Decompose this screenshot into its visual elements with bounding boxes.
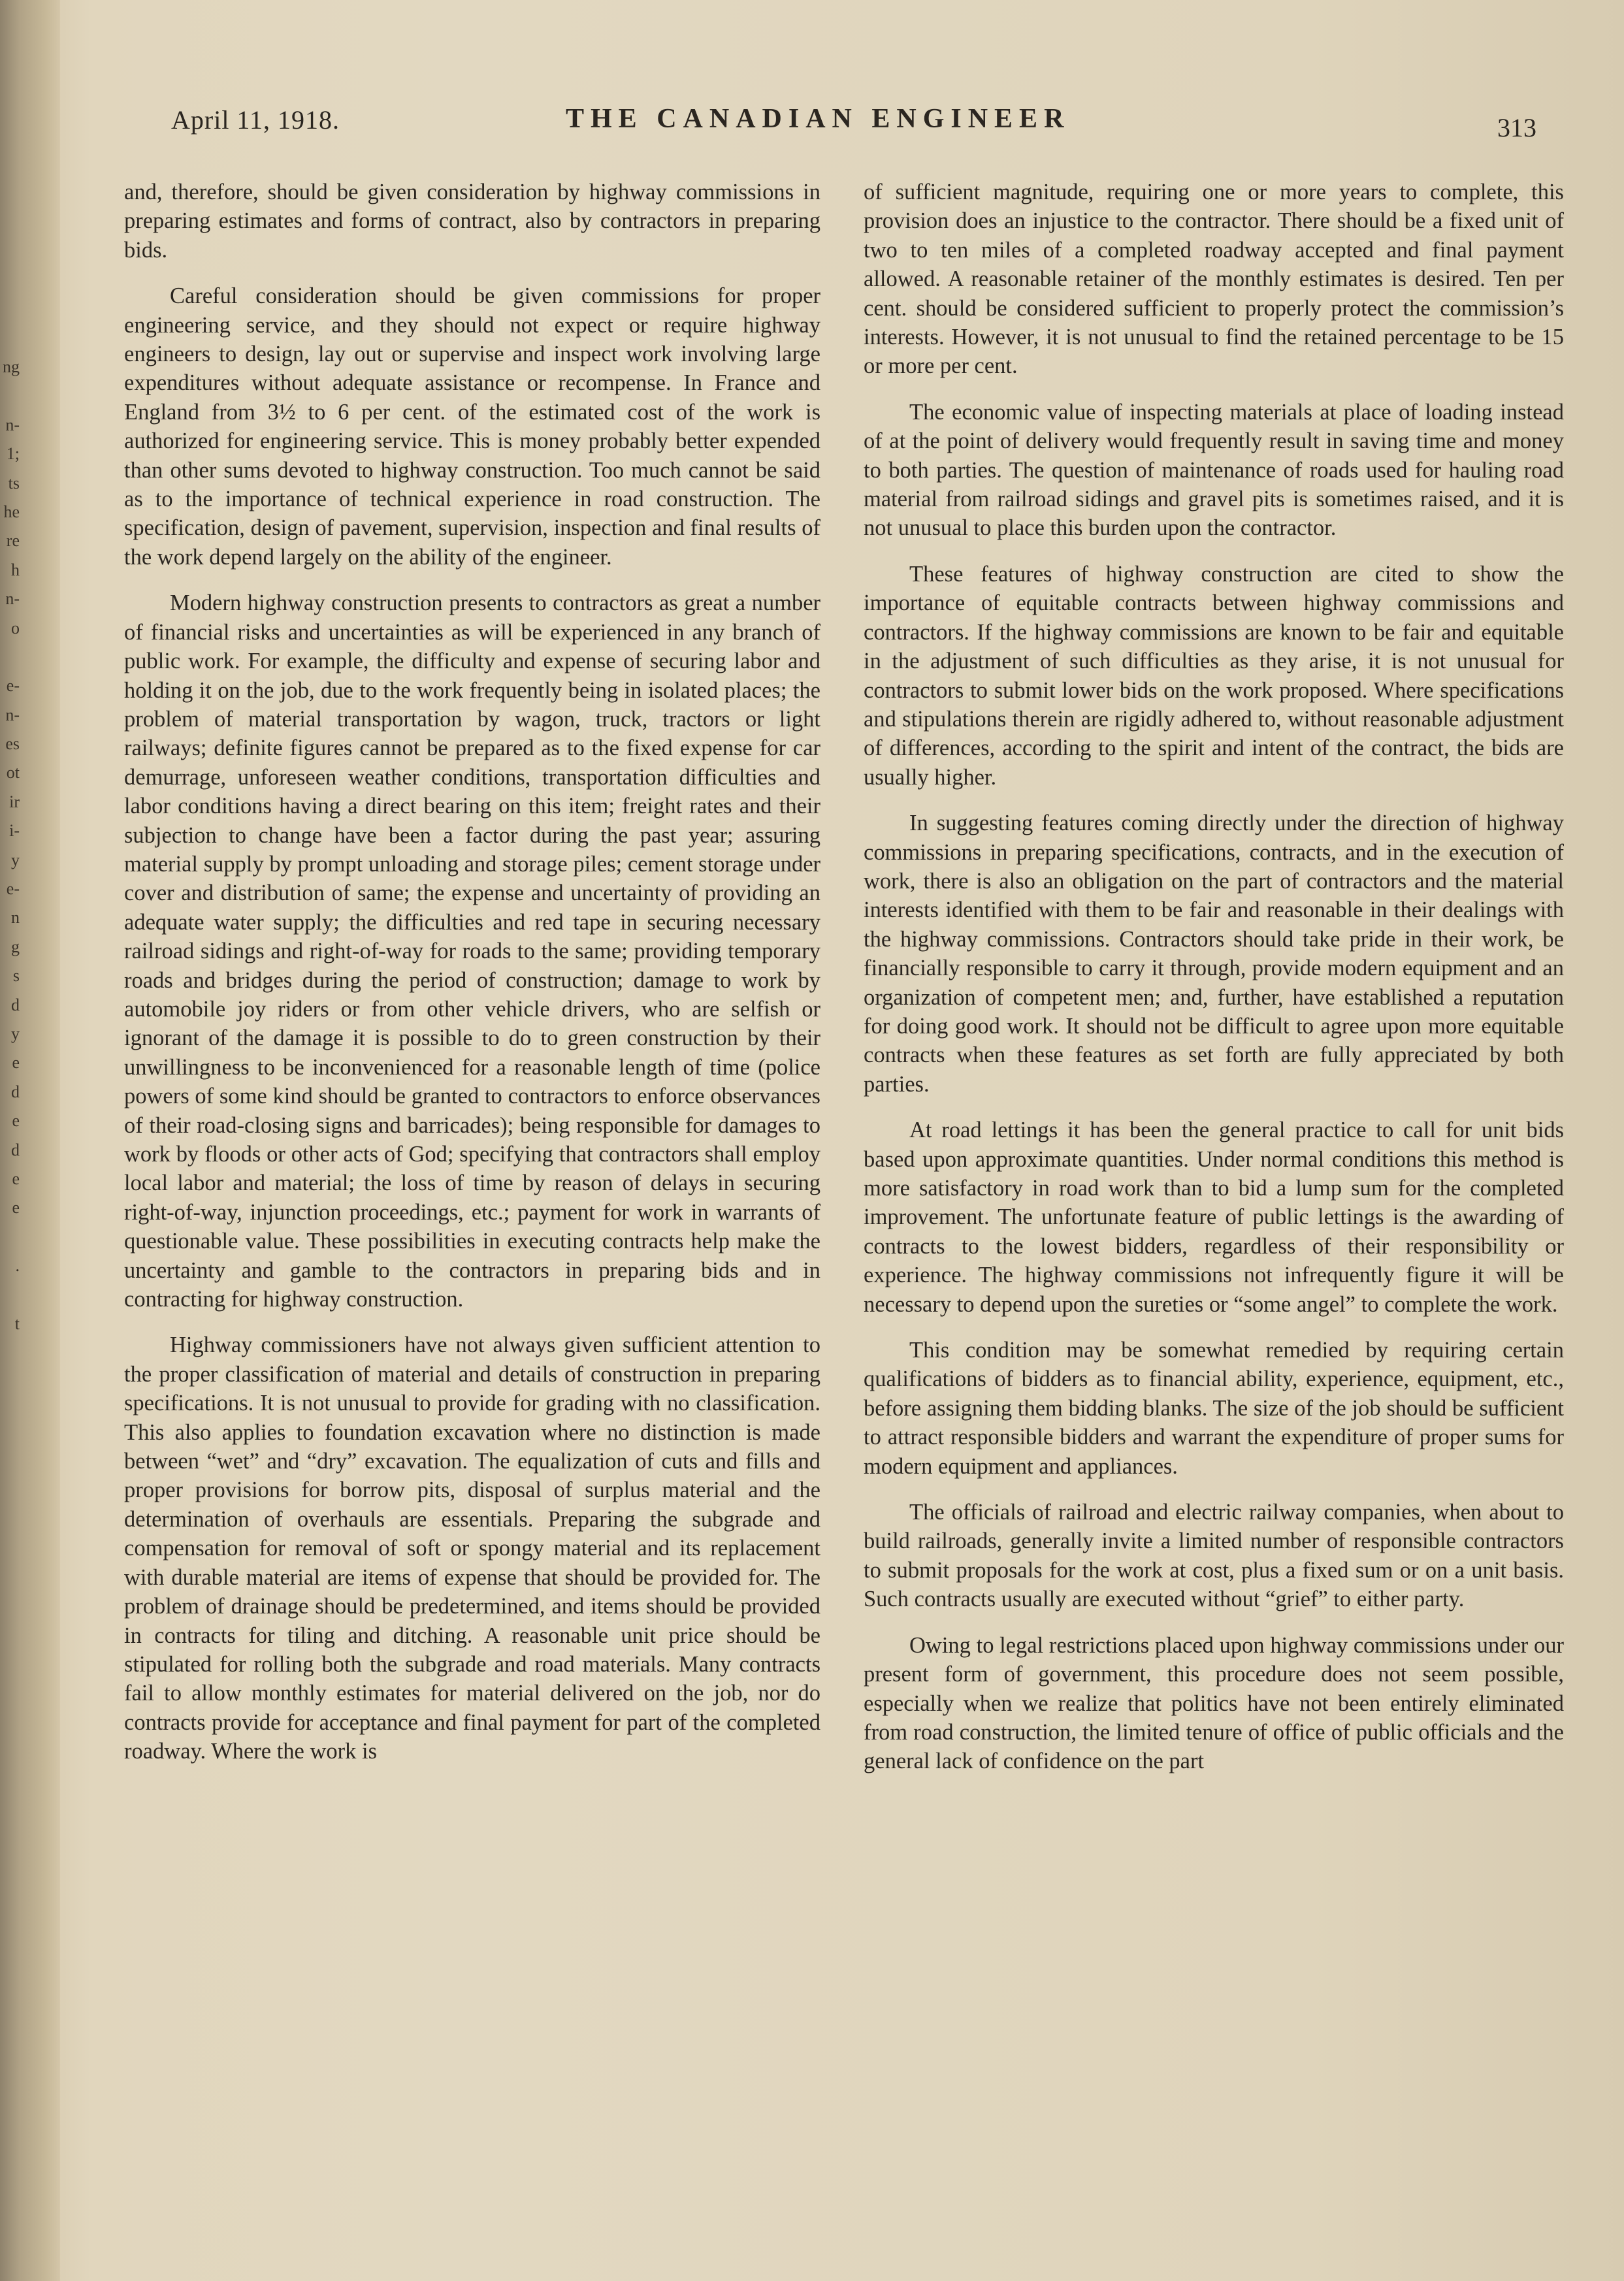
fragment: es (5, 734, 20, 754)
paragraph: Careful consideration should be given commissions for proper engineering service, and they should not expect or require highway engineers to design, lay out or supervise and inspect work involving large expenditures without adequate assistance or recompense. In France and England from 3½ to 6 per cent. of the estimated cost of the work is authorized for engineering service. This is money probably better expended than other sums devoted to highway construction. Too much cannot be said as to the importance of technical experience in road construction. The specification, design of pavement, supervision, inspection and final results of the work depend largely on the ability of the engineer. (124, 283, 820, 570)
fragment: e- (6, 879, 20, 899)
fragment: e (12, 1053, 20, 1073)
fragment: ir (9, 792, 20, 811)
fragment: ot (6, 763, 20, 783)
paragraph: These features of highway construction are cited to show the importance of equitable contracts between highway commissions and contractors. If the highway commissions are known to be fair and equitable in the adjustment of such difficulties as they arise, it is not unusual for contractors to submit lower bids on the work proposed. Where specifications and stipulations therein are rigidly adhered to, without reasonable adjustment of differences, according to the spirit and intent of the contract, the bids are usually higher. (864, 561, 1564, 790)
fragment: e (12, 1111, 20, 1131)
fragment: s (12, 966, 20, 986)
fragment: n- (5, 589, 20, 609)
paragraph: In suggesting features coming directly under the direction of highway commissions in preparing specifications, contracts, and in the execution of work, there is also an obligation on the part of contractors and the material interests identified with them to be fair and reasonable in their dealings with the highway commissions. Contractors should take pride in their work, be financially responsible to carry it through, provide modern equipment and an organization of competent men; and, further, have established a reputation for doing good work. It should not be difficult to agree upon more equitable contracts when these features as set forth are fully appreciated by both parties. (864, 811, 1564, 1097)
fragment (0, 381, 20, 410)
fragment: re (6, 531, 20, 551)
fragment: ts (8, 473, 20, 493)
paragraph: Owing to legal restrictions placed upon highway commissions under our present form of government, this procedure does not seem possible, especially when we realize that politics have not been entirely eliminated from road construction, the limited tenure of office of public officials and the general lack of confidence on the part (864, 1632, 1564, 1774)
journal-title: THE CANADIAN ENGINEER (566, 104, 1071, 134)
fragment: n- (5, 705, 20, 724)
previous-page-fragments (0, 353, 20, 1338)
fragment: y (11, 850, 20, 869)
running-head (0, 97, 1624, 142)
fragment: i- (9, 821, 20, 841)
fragment (0, 1281, 20, 1310)
fragment (0, 1223, 20, 1252)
paragraph: Modern highway construction presents to contractors as great a number of financial risks and uncertainties as will be experienced in any branch of public work. For example, the difficulty and expense of securing labor and holding it on the job, due to the work frequently being in isolated places; the problem of material transportation by wagon, truck, tractors or light railways; definite figures cannot be prepared as to the fixed expense for car demurrage, unforeseen weather conditions, transportation difficulties and labor conditions having a direct bearing on this item; freight rates and their subjection to change have been a factor during the past year; assuring material supply by prompt unloading and storage piles; cement storage under cover and distribution of same; the expense and uncertainty of providing an adequate water supply; the difficulties and red tape in securing necessary railroad sidings and right-of-way for roads to the same; providing temporary roads and bridges during the period of construction; damage to work by automobile joy riders or from other vehicle drivers, who are selfish or ignorant of the damage it is possible to do to green construction by their unwillingness to be inconvenienced for a reasonable length of time (police powers of some kind should be granted to contractors to enforce observances of their road-closing signs and barricades); being responsible for damages to work by floods or other acts of God; specifying that contractors shall employ local labor and material; the loss of time by reason of delays in securing right-of-way, injunction proceedings, etc.; payment for work in warrants of questionable value. These possibilities in executing contracts help make the uncertainty and gamble to the contractors in preparing bids and in contracting for highway construction. (124, 590, 820, 1312)
fragment: n- (5, 415, 20, 434)
right-column (864, 178, 1564, 1776)
fragment: e (12, 1169, 20, 1188)
fragment: o (11, 618, 20, 638)
fragment: h (11, 560, 20, 579)
paragraph: At road lettings it has been the general practice to call for unit bids based upon approximate quantities. Under normal conditions this method is more satisfactory in road work than to bid a lump sum for the completed improvement. The unfortunate feature of public lettings is the awarding of contracts to the lowest bidders, regardless of their responsibility or experience. The highway commissions not infrequently figure it will be necessary to depend upon the sureties or “some angel” to complete the work. (864, 1118, 1564, 1317)
fragment: t (14, 1314, 20, 1333)
fragment: e- (6, 676, 20, 696)
issue-date: April 11, 1918. (171, 105, 340, 135)
paragraph: and, therefore, should be given consideration by highway commissions in preparing estimates and forms of contract, also by contractors in preparing bids. (124, 180, 820, 263)
fragment: he (3, 502, 20, 521)
paragraph: of sufficient magnitude, requiring one or more years to complete, this provision does an injustice to the contractor. There should be a fixed unit of two to ten miles of a completed roadway accepted and final payment allowed. A reasonable retainer of the monthly estimates is desired. Ten per cent. should be considered sufficient to properly protect the commission’s interests. However, it is not unusual to find the retained percentage to be 15 or more per cent. (864, 180, 1564, 379)
paragraph: This condition may be somewhat remedied by requiring certain qualifications of bidders as to financial ability, experience, equipment, etc., before assigning them bidding blanks. The size of the job should be sufficient to attract responsible bidders and warrant the expenditure of proper sums for modern equipment and appliances. (864, 1338, 1564, 1479)
fragment: d (11, 995, 20, 1014)
paragraph: The economic value of inspecting materials at place of loading instead of at the point of delivery would frequently result in saving time and money to both parties. The question of maintenance of roads used for hauling road material from railroad sidings and gravel pits is sometimes raised, and it is not unusual to place this burden upon the contractor. (864, 399, 1564, 541)
left-column (124, 178, 820, 1766)
fragment: d (11, 1140, 20, 1159)
fragment: n (11, 908, 20, 928)
fragment: y (11, 1024, 20, 1043)
page-number: 313 (1497, 113, 1536, 142)
paragraph: Highway commissioners have not always given sufficient attention to the proper classification of material and details of construction in preparing specifications. It is not unusual to provide for grading with no classification. This also applies to foundation excavation where no distinction is made between “wet” and “dry” excavation. The equalization of cuts and fills and proper provisions for borrow pits, disposal of surplus material and the determination of overhauls are essentials. Preparing the subgrade and compensation for removal of soft or spongy material and its replacement with durable material are items of expense that should be provided for. The problem of drainage should be predetermined, and items should be provided in contracts for tiling and ditching. A reasonable unit price should be stipulated for rolling both the subgrade and road materials. Many contracts fail to allow monthly estimates for material delivered on the job, nor do contracts provide for acceptance and final payment for part of the completed roadway. Where the work is (124, 1333, 820, 1764)
fragment: 1; (6, 444, 20, 464)
fragment: . (15, 1256, 20, 1276)
fragment: ng (3, 357, 20, 376)
fragment: e (12, 1198, 20, 1218)
fragment (0, 643, 20, 671)
paragraph: The officials of railroad and electric railway companies, when about to build railroads, generally invite a limited number of responsible contractors to submit proposals for the work at cost, plus a fixed sum or on a unit basis. Such contracts usually are executed without “grief” to either party. (864, 1500, 1564, 1612)
fragment: g (11, 937, 20, 956)
fragment: d (11, 1082, 20, 1101)
